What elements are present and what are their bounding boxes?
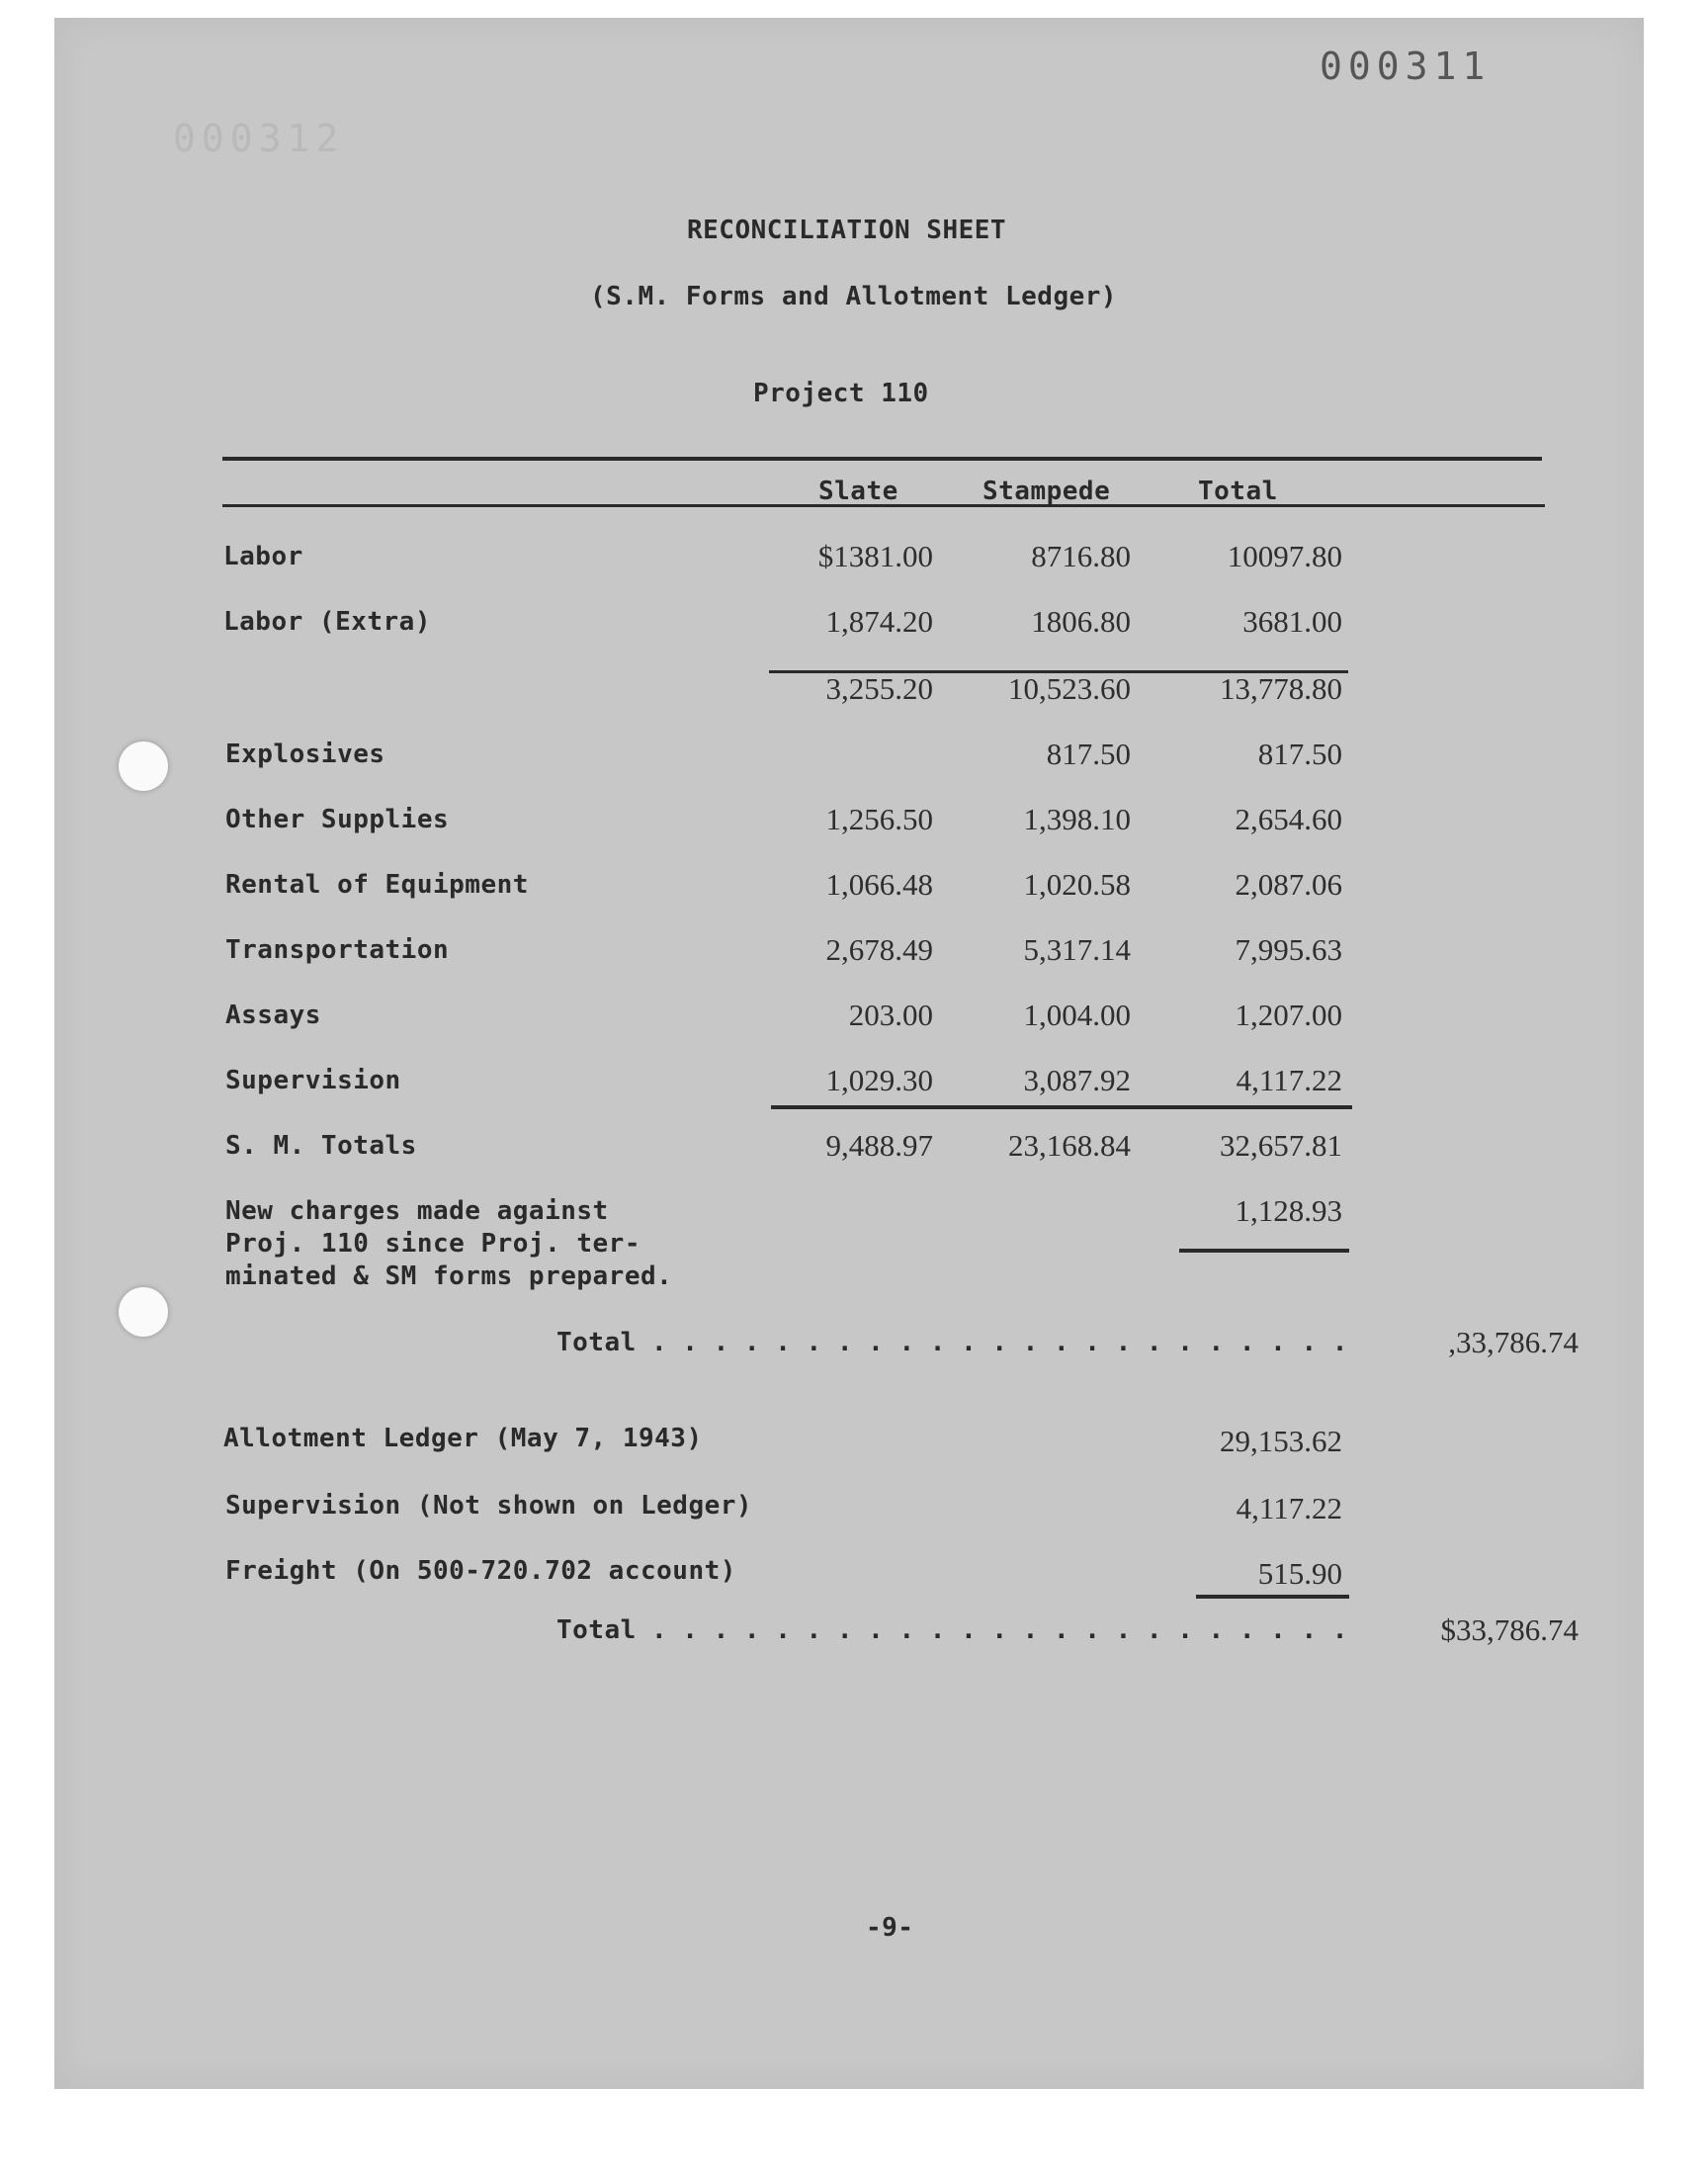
document-number-stamp: 000311	[1320, 44, 1492, 88]
total-subtotal: 13,778.80	[1220, 671, 1342, 706]
punch-hole-bottom	[119, 1287, 168, 1337]
slate-cell: $1381.00	[817, 539, 933, 573]
ledger-label: Allotment Ledger (May 7, 1943)	[223, 1424, 703, 1453]
total-leader-dots: . . . . . . . . . . . . . . . . . . . . . . .	[651, 1615, 1348, 1645]
row-label: Labor	[223, 542, 303, 571]
total-cell: 2,654.60	[1235, 802, 1342, 836]
header-rule-top	[222, 457, 1542, 461]
total-cell: 3681.00	[1242, 604, 1342, 639]
slate-cell: 1,066.48	[825, 867, 933, 902]
total-value: $33,786.74	[1440, 1612, 1579, 1647]
ledger-label: Supervision (Not shown on Ledger)	[225, 1491, 753, 1521]
total-cell: 10097.80	[1227, 539, 1342, 573]
page-subtitle: (S.M. Forms and Allotment Ledger)	[590, 282, 1118, 311]
ledger-value: 29,153.62	[1220, 1424, 1342, 1458]
total-label: Total	[556, 1615, 637, 1645]
stampede-cell: 1,004.00	[1023, 998, 1131, 1032]
row-label: Explosives	[225, 740, 385, 769]
project-label: Project 110	[753, 379, 929, 408]
slate-subtotal: 3,255.20	[825, 671, 933, 706]
total-cell: 817.50	[1257, 737, 1342, 771]
total-cell: 1,207.00	[1235, 998, 1342, 1032]
stampede-cell: 8716.80	[1031, 539, 1131, 573]
ledger-value: 515.90	[1257, 1556, 1342, 1591]
total-cell: 4,117.22	[1236, 1063, 1342, 1097]
stampede-cell: 5,317.14	[1023, 932, 1131, 967]
stampede-cell: 1,020.58	[1023, 867, 1131, 902]
slate-cell: 1,029.30	[825, 1063, 933, 1097]
total-cell: 32,657.81	[1220, 1128, 1342, 1163]
stampede-cell: 1806.80	[1031, 604, 1131, 639]
slate-cell: 9,488.97	[825, 1128, 933, 1163]
new-charges-line: Proj. 110 since Proj. ter-	[225, 1229, 640, 1259]
total-leader-dots: . . . . . . . . . . . . . . . . . . . . . . .	[651, 1328, 1348, 1357]
stampede-subtotal: 10,523.60	[1008, 671, 1131, 706]
total-value: ,33,786.74	[1448, 1325, 1579, 1359]
new-charges-line: New charges made against	[225, 1196, 609, 1226]
row-label: Labor (Extra)	[223, 607, 431, 637]
page-title: RECONCILIATION SHEET	[687, 216, 1007, 245]
stampede-cell: 1,398.10	[1023, 802, 1131, 836]
stampede-cell: 817.50	[1046, 737, 1131, 771]
total-cell: 2,087.06	[1235, 867, 1342, 902]
row-label: Rental of Equipment	[225, 870, 529, 900]
punch-hole-top	[119, 741, 168, 791]
total-label: Total	[556, 1328, 637, 1357]
total-cell: 7,995.63	[1235, 932, 1342, 967]
slate-cell: 1,256.50	[825, 802, 933, 836]
ledger-rule	[1196, 1595, 1349, 1599]
row-label: Transportation	[225, 935, 450, 965]
ledger-value: 4,117.22	[1236, 1491, 1342, 1525]
new-charges-rule	[1179, 1249, 1349, 1253]
column-header-slate: Slate	[818, 477, 898, 506]
stampede-cell: 23,168.84	[1008, 1128, 1131, 1163]
page-number: -9-	[866, 1913, 914, 1943]
slate-cell: 2,678.49	[825, 932, 933, 967]
document-page	[54, 18, 1644, 2089]
stampede-cell: 3,087.92	[1023, 1063, 1131, 1097]
new-charges-total: 1,128.93	[1235, 1193, 1342, 1228]
ledger-label: Freight (On 500-720.702 account)	[225, 1556, 736, 1586]
row-label: Assays	[225, 1000, 321, 1030]
slate-cell: 203.00	[848, 998, 933, 1032]
row-label: Other Supplies	[225, 805, 450, 834]
column-header-stampede: Stampede	[982, 477, 1111, 506]
column-header-total: Total	[1198, 477, 1278, 506]
new-charges-line: minated & SM forms prepared.	[225, 1262, 673, 1291]
sm-totals-rule	[771, 1105, 1352, 1109]
ghost-stamp: 000312	[173, 117, 345, 160]
slate-cell: 1,874.20	[825, 604, 933, 639]
row-label: S. M. Totals	[225, 1131, 417, 1161]
row-label: Supervision	[225, 1066, 401, 1095]
